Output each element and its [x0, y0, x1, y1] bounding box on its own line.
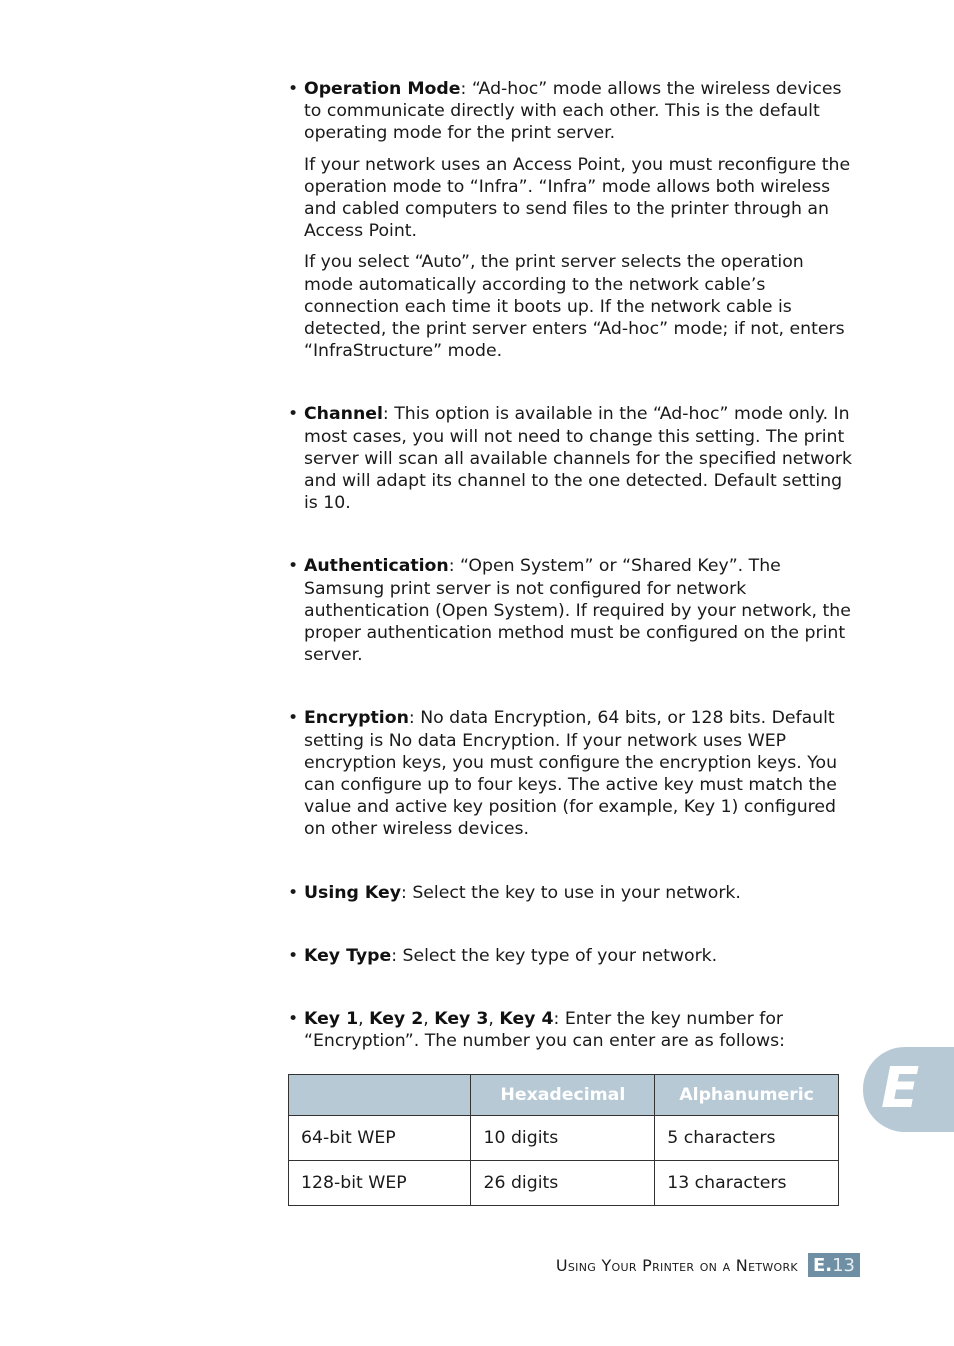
table-cell: 64-bit WEP	[289, 1116, 471, 1161]
item-term: Key Type	[304, 945, 392, 966]
page-number-badge	[808, 1253, 860, 1277]
chapter-tab	[863, 1047, 954, 1132]
item-term: Encryption	[304, 708, 409, 729]
key-length-table	[288, 1074, 839, 1206]
bullet: •	[288, 79, 299, 99]
list-item-authentication	[288, 555, 854, 666]
table-header-cell	[289, 1075, 471, 1116]
item-text: : “Ad-hoc” mode allows the wireless devices to communicate directly with each other. This is the default operating mode for the print server.	[304, 79, 842, 144]
footer-title: Using Your Printer on a Network	[555, 1255, 798, 1275]
item-term: Using Key	[304, 882, 402, 903]
item-text: : Select the key type of your network.	[391, 945, 718, 966]
term-separator: ,	[358, 1009, 370, 1030]
list-item-key-type	[288, 945, 854, 967]
item-paragraph: If you select “Auto”, the print server selects the operation mode automatically according to the network cable’s connection each time it boots up. If the network cable is detected, the print server enters “Ad-hoc” mode; if not, enters “InfraStructure” mode.	[304, 252, 845, 362]
table-cell: 26 digits	[471, 1161, 655, 1206]
page-content	[288, 78, 854, 1053]
item-paragraph	[304, 78, 854, 145]
item-term: Key 2	[369, 1009, 424, 1030]
table-cell: 13 characters	[655, 1161, 839, 1206]
list-item-encryption	[288, 707, 854, 840]
table-row	[289, 1116, 839, 1161]
list-item-channel	[288, 403, 854, 514]
bullet: •	[288, 945, 299, 966]
item-paragraph	[304, 403, 854, 514]
table-row	[289, 1161, 839, 1206]
table-cell: 128-bit WEP	[289, 1161, 471, 1206]
item-term: Channel	[304, 404, 383, 425]
table-header-cell: Alphanumeric	[655, 1075, 839, 1116]
bullet: •	[288, 1009, 299, 1030]
item-term: Authentication	[304, 556, 449, 577]
bullet: •	[288, 708, 299, 729]
table-cell: 10 digits	[471, 1116, 655, 1161]
table-header-row	[289, 1075, 839, 1116]
page-footer	[556, 1252, 860, 1278]
chapter-letter: E	[881, 1056, 920, 1121]
item-term: Key 4	[499, 1009, 554, 1030]
item-paragraph	[304, 555, 854, 666]
item-paragraph	[304, 707, 854, 840]
list-item-using-key	[288, 882, 854, 904]
table-header-cell: Hexadecimal	[471, 1075, 655, 1116]
term-separator: ,	[423, 1009, 435, 1030]
item-text: : This option is available in the “Ad-hoc” mode only. In most cases, you will not need to change this setting. The print server will scan all available channels for the specified network and will adapt its channel to the one detected. Default setting is 10.	[304, 404, 853, 514]
item-text: : “Open System” or “Shared Key”. The Samsung print server is not configured for network authentication (Open System). If required by your network, the proper authentication method must be configured on the print server.	[304, 556, 851, 666]
page-number: 13	[832, 1254, 855, 1276]
item-paragraph	[304, 882, 854, 904]
bullet: •	[288, 882, 299, 903]
list-item-keys	[288, 1008, 854, 1052]
item-paragraph: If your network uses an Access Point, you must reconfigure the operation mode to “Infra”. “Infra” mode allows both wireless and cabled computers to send files to the printer through an Access Point.	[304, 154, 851, 242]
chapter-prefix: E.	[812, 1254, 833, 1276]
term-separator: ,	[488, 1009, 500, 1030]
item-term: Key 3	[434, 1009, 489, 1030]
bullet: •	[288, 404, 299, 425]
bullet: •	[288, 556, 299, 577]
item-text: : Select the key to use in your network.	[401, 882, 741, 903]
item-term: Key 1	[304, 1009, 359, 1030]
table-cell: 5 characters	[655, 1116, 839, 1161]
item-paragraph	[304, 1008, 854, 1052]
list-item-operation-mode	[288, 78, 854, 362]
item-term: Operation Mode	[304, 79, 461, 99]
item-text: : No data Encryption, 64 bits, or 128 bits. Default setting is No data Encryption. If your network uses WEP encryption keys, you must configure the encryption keys. You can configure up to four keys. The active key must match the value and active key position (for example, Key 1) configured on other wireless devices.	[304, 708, 838, 840]
item-text: : Enter the key number for “Encryption”. The number you can enter are as follows:	[304, 1009, 785, 1052]
item-paragraph	[304, 945, 854, 967]
